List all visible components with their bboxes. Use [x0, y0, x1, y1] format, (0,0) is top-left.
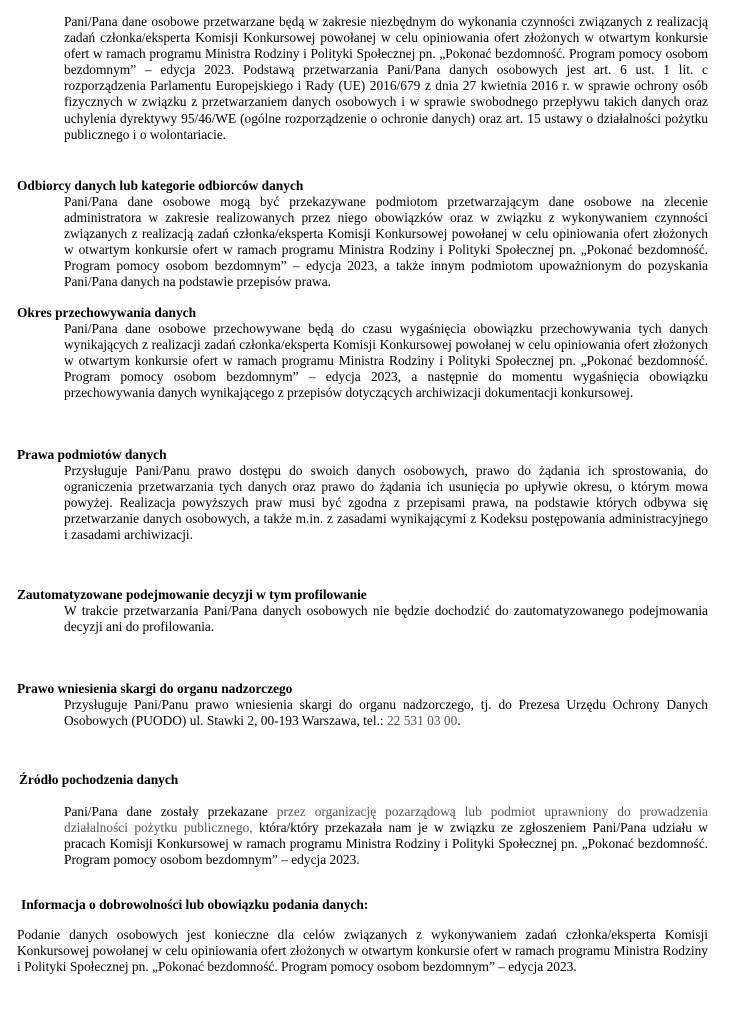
- puodo-phone: 22 531 03 00: [386, 713, 458, 729]
- automated-paragraph: W trakcie przetwarzania Pani/Pana danych osobowych nie będzie dochodzić do zautomatyzowanego podejmowania decyzji ani do profilowania.: [64, 603, 708, 635]
- voluntary-paragraph: Podanie danych osobowych jest konieczne dla celów związanych z wykonywaniem zadań członka/eksperta Komisji Konkursowej powołanej w celu opiniowania ofert złożonych w otwartym konkursie ofert w ramach programu Ministra Rodziny i Polityki Społecznej pn. „Pokonać bezdomność. Program pomocy osobom bezdomnym” – edycja 2023.: [17, 927, 708, 975]
- complaint-heading: Prawo wniesienia skargi do organu nadzorczego: [17, 681, 293, 696]
- recipients-heading: Odbiorcy danych lub kategorie odbiorców danych: [17, 178, 304, 193]
- source-heading: Źródło pochodzenia danych: [19, 772, 179, 787]
- rights-paragraph: Przysługuje Pani/Panu prawo dostępu do swoich danych osobowych, prawo do żądania ich sprostowania, do ograniczenia przetwarzania tych danych oraz prawo do żądania ich usunięcia po upływie okresu, o którym mowa powyżej. Realizacja powyższych praw musi być zgodna z przepisami prawa, na podstawie których odbywa się przetwarzanie danych osobowych, a także m.in. z zasadami wynikającymi z Kodeksu postępowania administracyjnego i zasadami archiwizacji.: [64, 463, 708, 543]
- recipients-paragraph: Pani/Pana dane osobowe mogą być przekazywane podmiotom przetwarzającym dane osobowe na zlecenie administratora w zakresie realizowanych przez niego obowiązków oraz w związku z wykonywaniem czynności związanych z realizacją zadań członka/eksperta Komisji Konkursowej powołanej w celu opiniowania ofert złożonych w otwartym konkursie ofert w ramach programu Ministra Rodziny i Polityki Społecznej pn. „Pokonać bezdomność. Program pomocy osobom bezdomnym” – edycja 2023, a także innym podmiotom upoważnionym do pozyskania Pani/Pana danych na podstawie przepisów prawa.: [64, 194, 708, 290]
- complaint-end: .: [457, 713, 461, 729]
- source-text-highlight: przez organizację pozarządową lub podmiot uprawniony do prowadzenia działalności pożytku publicznego,: [64, 804, 708, 836]
- source-paragraph: [64, 804, 708, 868]
- complaint-paragraph: [64, 697, 708, 729]
- intro-paragraph: Pani/Pana dane osobowe przetwarzane będą w zakresie niezbędnym do wykonania czynności związanych z realizacją zadań członka/eksperta Komisji Konkursowej powołanej w celu opiniowania ofert złożonych w otwartym konkursie ofert w ramach programu Ministra Rodziny i Polityki Społecznej pn. „Pokonać bezdomność. Program pomocy osobom bezdomnym” – edycja 2023. Podstawą przetwarzania Pani/Pana danych osobowych jest art. 6 ust. 1 lit. c rozporządzenia Parlamentu Europejskiego i Rady (UE) 2016/679 z dnia 27 kwietnia 2016 r. w sprawie ochrony osób fizycznych w związku z przetwarzaniem danych osobowych i w sprawie swobodnego przepływu takich danych oraz uchylenia dyrektywy 95/46/WE (ogólne rozporządzenie o ochronie danych) oraz art. 15 ustawy o działalności pożytku publicznego i o wolontariacie.: [64, 14, 708, 142]
- voluntary-heading: Informacja o dobrowolności lub obowiązku podania danych:: [21, 897, 369, 912]
- automated-heading: Zautomatyzowane podejmowanie decyzji w tym profilowanie: [17, 587, 367, 602]
- source-text-start: Pani/Pana dane zostały przekazane: [64, 804, 277, 819]
- retention-paragraph: Pani/Pana dane osobowe przechowywane będą do czasu wygaśnięcia obowiązku przechowywania tych danych wynikających z realizacji zadań członka/eksperta Komisji Konkursowej powołanej w celu opiniowania ofert złożonych w otwartym konkursie ofert w ramach programu Ministra Rodziny i Polityki Społecznej pn. „Pokonać bezdomność. Program pomocy osobom bezdomnym” – edycja 2023, a następnie do momentu wygaśnięcia obowiązku przechowywania danych wynikającego z przepisów dotyczących archiwizacji dokumentacji konkursowej.: [64, 321, 708, 401]
- source-text-end: która/który przekazała nam je w związku ze zgłoszeniem Pani/Pana udziału w pracach Komisji Konkursowej w ramach programu Ministra Rodziny i Polityki Społecznej pn. „Pokonać bezdomność. Program pomocy osobom bezdomnym” – edycja 2023.: [64, 820, 708, 868]
- retention-heading: Okres przechowywania danych: [17, 305, 197, 320]
- rights-heading: Prawa podmiotów danych: [17, 447, 167, 462]
- complaint-text: Przysługuje Pani/Panu prawo wniesienia skargi do organu nadzorczego, tj. do Prezesa Urzędu Ochrony Danych Osobowych (PUODO) ul. Stawki 2, 00-193 Warszawa, tel.:: [64, 697, 708, 729]
